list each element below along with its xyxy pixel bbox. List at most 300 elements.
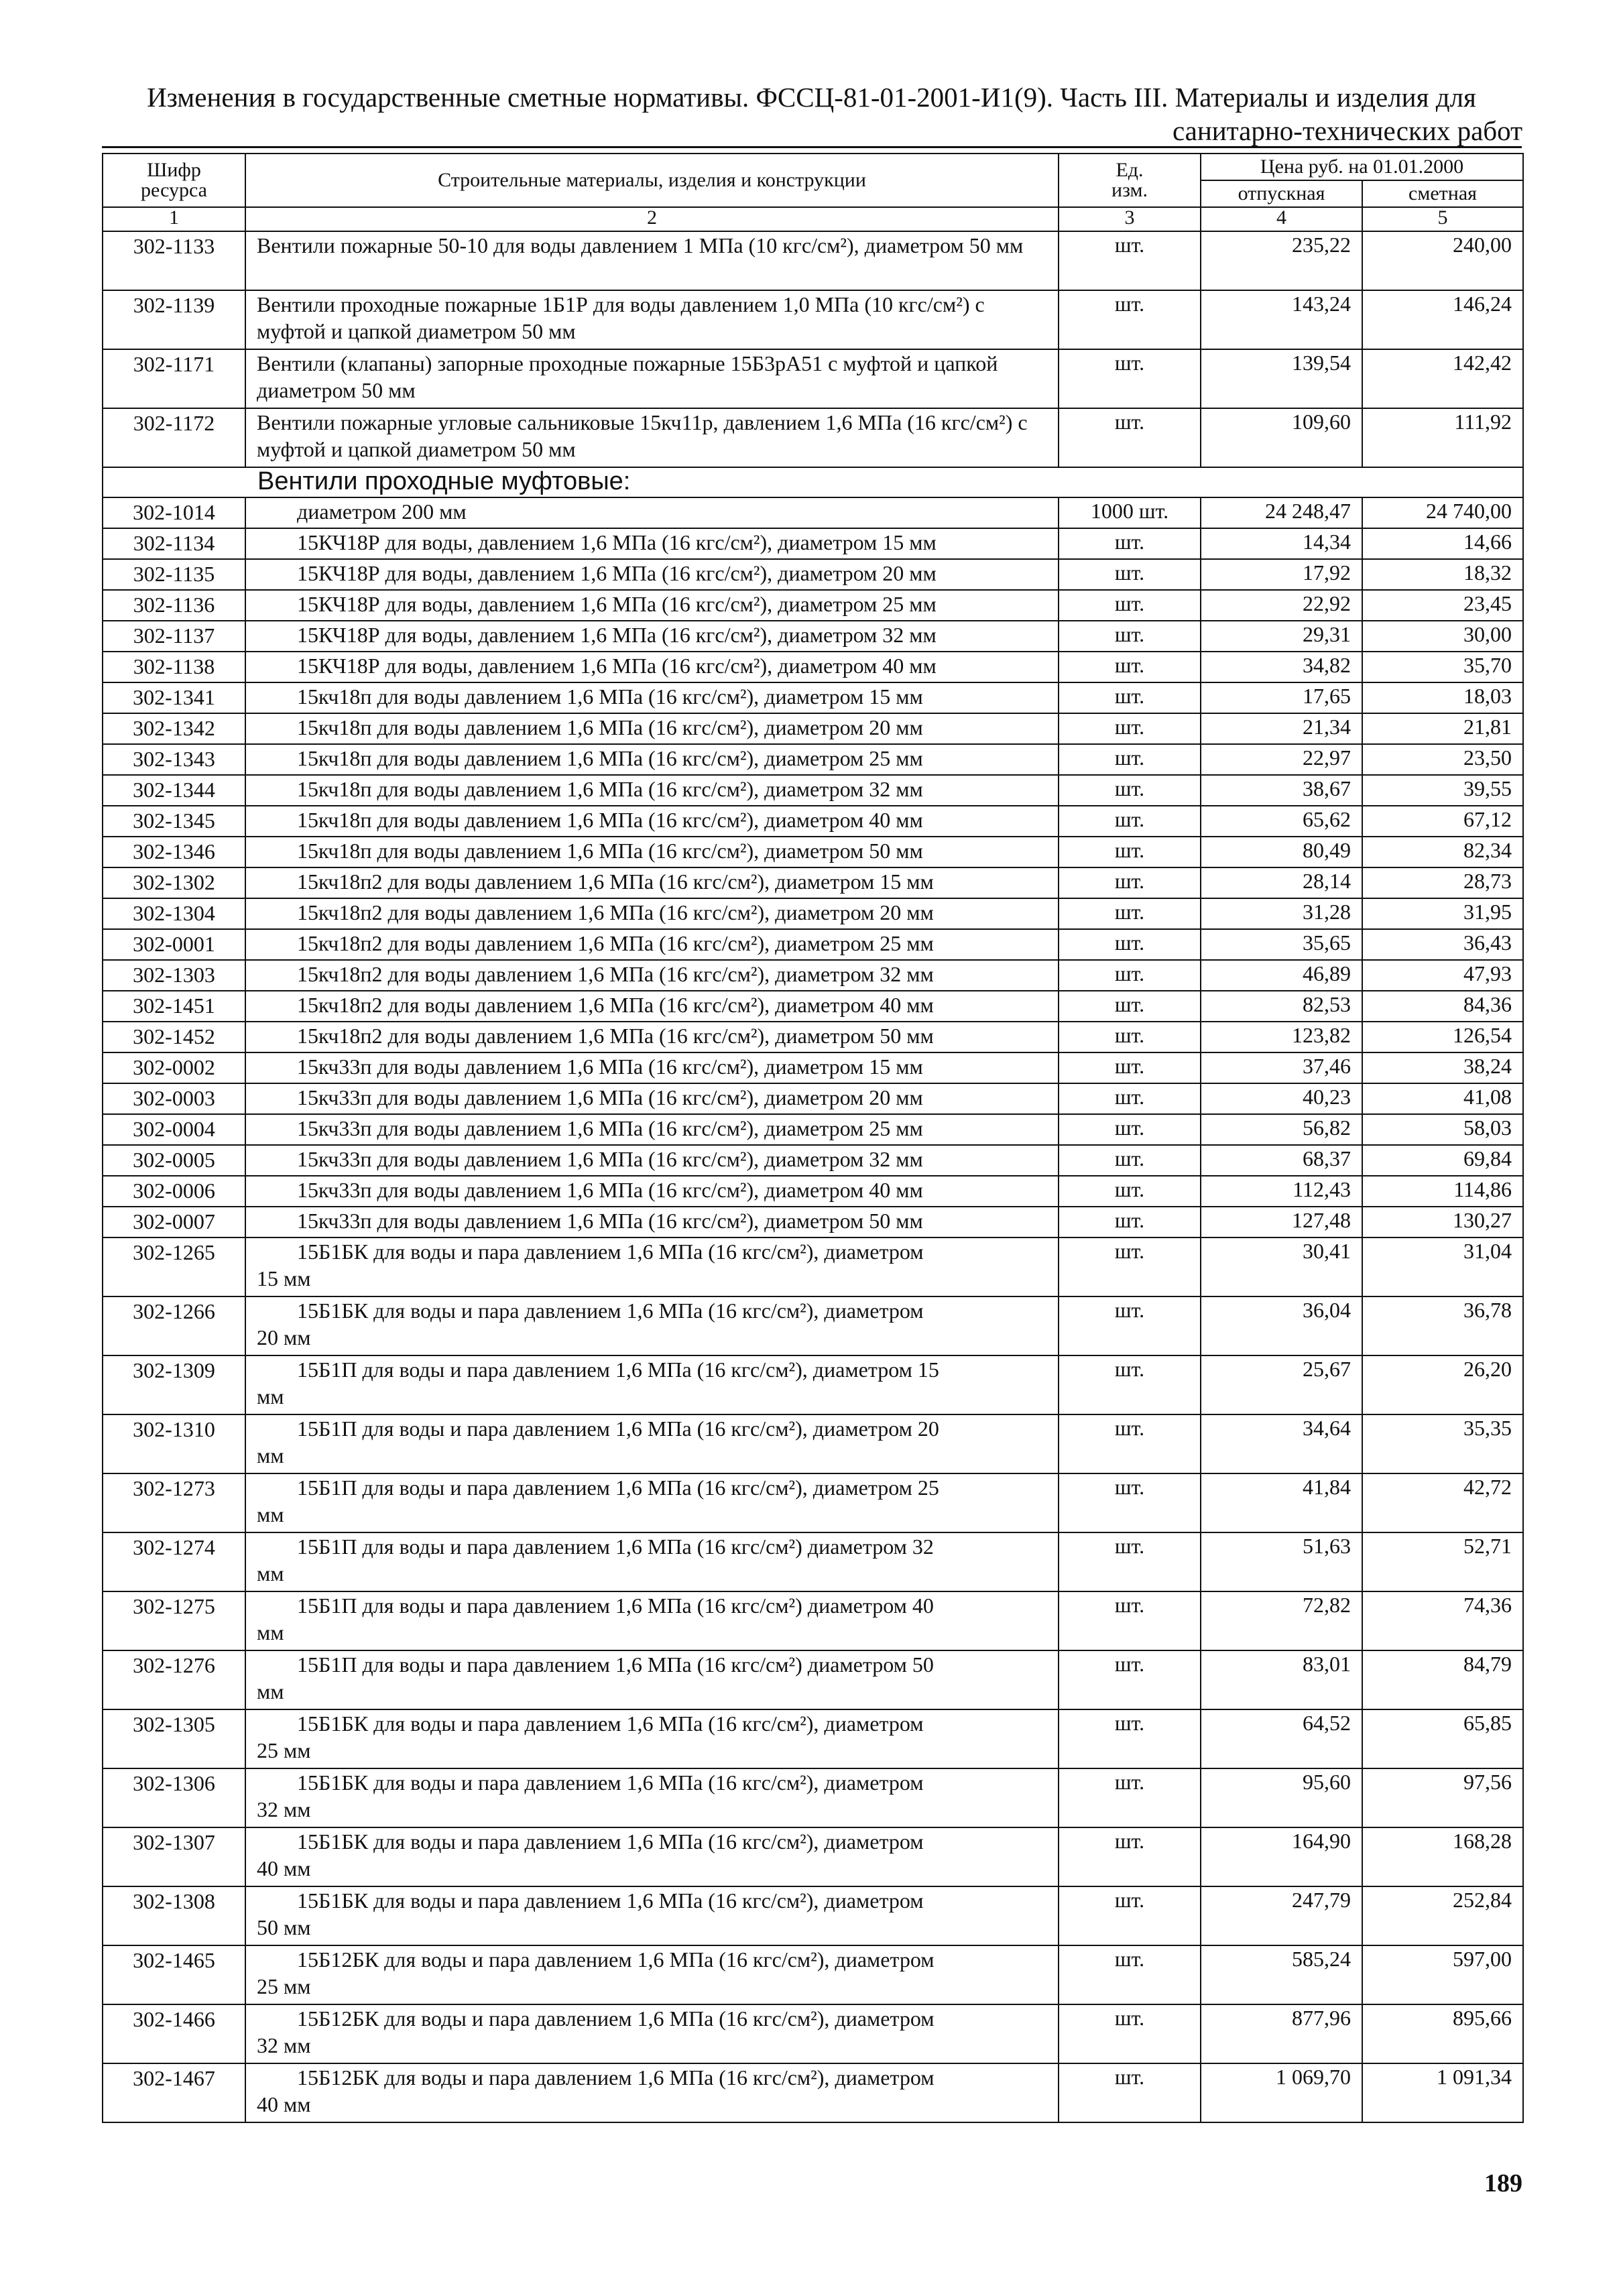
row-release-price: 1 069,70	[1201, 2063, 1362, 2122]
row-name	[245, 621, 1059, 652]
row-unit: шт.	[1059, 1083, 1201, 1114]
row-estimate-price: 252,84	[1362, 1886, 1523, 1945]
table-row	[103, 231, 1523, 290]
document-header-line1: Изменения в государственные сметные нормативы. ФССЦ-81-01-2001-И1(9). Часть III. Материалы и изделия для	[147, 82, 1476, 113]
row-code: 302-0005	[103, 1145, 245, 1176]
table-row	[103, 991, 1523, 1022]
row-estimate-price: 36,78	[1362, 1296, 1523, 1355]
row-code: 302-1466	[103, 2004, 245, 2063]
table-row	[103, 2004, 1523, 2063]
row-code: 302-1342	[103, 713, 245, 744]
row-code: 302-1341	[103, 682, 245, 713]
row-estimate-price: 114,86	[1362, 1176, 1523, 1207]
row-name	[245, 713, 1059, 744]
row-estimate-price: 895,66	[1362, 2004, 1523, 2063]
col-number-2: 2	[245, 207, 1059, 231]
row-name	[245, 1355, 1059, 1414]
table-row	[103, 408, 1523, 467]
table-row	[103, 898, 1523, 929]
table-row	[103, 929, 1523, 960]
row-estimate-price: 24 740,00	[1362, 497, 1523, 528]
row-unit: шт.	[1059, 2004, 1201, 2063]
row-code: 302-1310	[103, 1414, 245, 1473]
row-estimate-price: 111,92	[1362, 408, 1523, 467]
table-row	[103, 349, 1523, 408]
row-name-text: 15Б1БК для воды и пара давлением 1,6 МПа (16 кгс/см²), диаметром	[297, 1770, 924, 1795]
table-row	[103, 775, 1523, 806]
price-table	[102, 153, 1524, 2123]
table-row	[103, 1114, 1523, 1145]
row-code: 302-1343	[103, 744, 245, 775]
row-name-text: диаметром 200 мм	[297, 499, 467, 524]
row-name-text: 15Б1П для воды и пара давлением 1,6 МПа (16 кгс/см²) диаметром 40	[297, 1593, 934, 1618]
table-row	[103, 713, 1523, 744]
table-row	[103, 1591, 1523, 1650]
row-unit: шт.	[1059, 960, 1201, 991]
row-unit: шт.	[1059, 806, 1201, 837]
row-name	[245, 1114, 1059, 1145]
document-header-line2: санитарно-технических работ	[1172, 115, 1522, 146]
row-release-price: 25,67	[1201, 1355, 1362, 1414]
row-code: 302-1135	[103, 559, 245, 590]
row-name	[245, 1414, 1059, 1473]
row-release-price: 30,41	[1201, 1237, 1362, 1296]
row-code: 302-0002	[103, 1052, 245, 1083]
table-row	[103, 1827, 1523, 1886]
row-code: 302-1273	[103, 1473, 245, 1532]
row-unit: шт.	[1059, 1650, 1201, 1709]
table-row	[103, 960, 1523, 991]
row-name	[245, 652, 1059, 682]
section-title: Вентили проходные муфтовые:	[103, 467, 1523, 497]
row-unit: шт.	[1059, 1296, 1201, 1355]
table-row	[103, 837, 1523, 867]
row-name-continuation: 40 мм	[257, 2092, 311, 2116]
table-row	[103, 528, 1523, 559]
row-estimate-price: 31,95	[1362, 898, 1523, 929]
row-estimate-price: 39,55	[1362, 775, 1523, 806]
row-estimate-price: 36,43	[1362, 929, 1523, 960]
row-estimate-price: 58,03	[1362, 1114, 1523, 1145]
col-header-code-line1: Шифр	[147, 159, 201, 181]
row-name-text: 15кч33п для воды давлением 1,6 МПа (16 кгс/см²), диаметром 25 мм	[297, 1116, 923, 1140]
row-code: 302-0004	[103, 1114, 245, 1145]
row-name	[245, 1709, 1059, 1768]
row-estimate-price: 67,12	[1362, 806, 1523, 837]
row-code: 302-1133	[103, 231, 245, 290]
row-name-text: 15кч18п для воды давлением 1,6 МПа (16 кгс/см²), диаметром 40 мм	[297, 808, 923, 832]
row-estimate-price: 31,04	[1362, 1237, 1523, 1296]
table-row	[103, 1709, 1523, 1768]
row-name-continuation: 15 мм	[257, 1266, 311, 1290]
row-code: 302-1451	[103, 991, 245, 1022]
table-row	[103, 1176, 1523, 1207]
row-unit: шт.	[1059, 1886, 1201, 1945]
row-name-text: 15кч18п2 для воды давлением 1,6 МПа (16 кгс/см²), диаметром 20 мм	[297, 900, 934, 924]
row-estimate-price: 14,66	[1362, 528, 1523, 559]
row-name	[245, 1296, 1059, 1355]
row-estimate-price: 21,81	[1362, 713, 1523, 744]
row-estimate-price: 1 091,34	[1362, 2063, 1523, 2122]
row-estimate-price: 28,73	[1362, 867, 1523, 898]
row-name-text: 15КЧ18Р для воды, давлением 1,6 МПа (16 кгс/см²), диаметром 32 мм	[297, 623, 937, 647]
col-header-unit-line2: изм.	[1111, 179, 1148, 201]
row-name	[245, 744, 1059, 775]
row-name	[245, 991, 1059, 1022]
row-name-text: 15Б1БК для воды и пара давлением 1,6 МПа (16 кгс/см²), диаметром	[297, 1888, 924, 1913]
row-unit: шт.	[1059, 929, 1201, 960]
row-name-text: 15Б12БК для воды и пара давлением 1,6 МПа (16 кгс/см²), диаметром	[297, 2006, 935, 2031]
row-estimate-price: 240,00	[1362, 231, 1523, 290]
row-estimate-price: 74,36	[1362, 1591, 1523, 1650]
row-release-price: 22,92	[1201, 590, 1362, 621]
row-release-price: 877,96	[1201, 2004, 1362, 2063]
row-release-price: 24 248,47	[1201, 497, 1362, 528]
col-header-estimate-price: сметная	[1362, 180, 1523, 207]
row-release-price: 46,89	[1201, 960, 1362, 991]
table-row	[103, 1296, 1523, 1355]
row-name	[245, 349, 1059, 408]
row-code: 302-1305	[103, 1709, 245, 1768]
col-header-unit-line1: Ед.	[1116, 159, 1144, 181]
row-name	[245, 231, 1059, 290]
row-name-continuation: мм	[257, 1620, 284, 1644]
row-name-text: 15кч18п для воды давлением 1,6 МПа (16 кгс/см²), диаметром 15 мм	[297, 684, 923, 709]
row-estimate-price: 42,72	[1362, 1473, 1523, 1532]
row-name-text: 15кч18п2 для воды давлением 1,6 МПа (16 кгс/см²), диаметром 25 мм	[297, 931, 934, 955]
table-row	[103, 806, 1523, 837]
col-header-release-price: отпускная	[1201, 180, 1362, 207]
row-code: 302-1452	[103, 1022, 245, 1052]
col-header-code	[103, 154, 245, 207]
row-release-price: 17,92	[1201, 559, 1362, 590]
row-release-price: 38,67	[1201, 775, 1362, 806]
row-estimate-price: 30,00	[1362, 621, 1523, 652]
row-release-price: 143,24	[1201, 290, 1362, 349]
row-name	[245, 929, 1059, 960]
row-estimate-price: 69,84	[1362, 1145, 1523, 1176]
row-estimate-price: 47,93	[1362, 960, 1523, 991]
row-unit: шт.	[1059, 1414, 1201, 1473]
row-name-text: Вентили пожарные угловые сальниковые 15кч11р, давлением 1,6 МПа (16 кгс/см²) с муфтой и цапкой диаметром 50 мм	[257, 410, 1028, 461]
row-estimate-price: 18,03	[1362, 682, 1523, 713]
row-code: 302-1137	[103, 621, 245, 652]
row-release-price: 28,14	[1201, 867, 1362, 898]
row-name-text: 15КЧ18Р для воды, давлением 1,6 МПа (16 кгс/см²), диаметром 20 мм	[297, 561, 937, 585]
row-unit: шт.	[1059, 290, 1201, 349]
row-name	[245, 1591, 1059, 1650]
row-name	[245, 528, 1059, 559]
row-name	[245, 1945, 1059, 2004]
row-release-price: 82,53	[1201, 991, 1362, 1022]
row-unit: шт.	[1059, 1052, 1201, 1083]
row-code: 302-1014	[103, 497, 245, 528]
row-estimate-price: 26,20	[1362, 1355, 1523, 1414]
col-header-price: Цена руб. на 01.01.2000	[1201, 154, 1523, 180]
page-number: 189	[1484, 2169, 1522, 2197]
row-name-text: 15кч18п2 для воды давлением 1,6 МПа (16 кгс/см²), диаметром 40 мм	[297, 993, 934, 1017]
row-name	[245, 1207, 1059, 1237]
row-estimate-price: 84,79	[1362, 1650, 1523, 1709]
row-unit: шт.	[1059, 775, 1201, 806]
row-code: 302-1265	[103, 1237, 245, 1296]
row-name-continuation: мм	[257, 1443, 284, 1467]
row-code: 302-1138	[103, 652, 245, 682]
row-name-continuation: мм	[257, 1679, 284, 1703]
row-release-price: 164,90	[1201, 1827, 1362, 1886]
table-row	[103, 1237, 1523, 1296]
table-row	[103, 1052, 1523, 1083]
row-release-price: 83,01	[1201, 1650, 1362, 1709]
row-code: 302-0001	[103, 929, 245, 960]
row-name-continuation: 32 мм	[257, 1797, 311, 1821]
row-code: 302-1307	[103, 1827, 245, 1886]
row-name	[245, 2004, 1059, 2063]
table-row	[103, 652, 1523, 682]
row-code: 302-1274	[103, 1532, 245, 1591]
table-row	[103, 590, 1523, 621]
row-name-text: 15кч18п2 для воды давлением 1,6 МПа (16 кгс/см²), диаметром 32 мм	[297, 962, 934, 986]
row-estimate-price: 597,00	[1362, 1945, 1523, 2004]
row-unit: шт.	[1059, 898, 1201, 929]
row-code: 302-1308	[103, 1886, 245, 1945]
row-release-price: 40,23	[1201, 1083, 1362, 1114]
row-release-price: 235,22	[1201, 231, 1362, 290]
row-unit: шт.	[1059, 682, 1201, 713]
row-name	[245, 290, 1059, 349]
row-name-text: 15кч33п для воды давлением 1,6 МПа (16 кгс/см²), диаметром 40 мм	[297, 1178, 923, 1202]
row-unit: шт.	[1059, 408, 1201, 467]
row-name	[245, 1237, 1059, 1296]
row-name-text: 15кч18п2 для воды давлением 1,6 МПа (16 кгс/см²), диаметром 50 мм	[297, 1024, 934, 1048]
row-release-price: 37,46	[1201, 1052, 1362, 1083]
row-name	[245, 837, 1059, 867]
row-unit: шт.	[1059, 1022, 1201, 1052]
row-release-price: 585,24	[1201, 1945, 1362, 2004]
row-name-text: 15кч18п для воды давлением 1,6 МПа (16 кгс/см²), диаметром 50 мм	[297, 839, 923, 863]
row-unit: шт.	[1059, 349, 1201, 408]
row-name	[245, 497, 1059, 528]
section-row	[103, 467, 1523, 497]
table-row	[103, 2063, 1523, 2122]
row-code: 302-1467	[103, 2063, 245, 2122]
col-number-1: 1	[103, 207, 245, 231]
col-header-name: Строительные материалы, изделия и конструкции	[245, 154, 1059, 207]
row-estimate-price: 97,56	[1362, 1768, 1523, 1827]
row-estimate-price: 35,35	[1362, 1414, 1523, 1473]
col-header-unit	[1059, 154, 1201, 207]
row-release-price: 123,82	[1201, 1022, 1362, 1052]
row-name-text: 15Б1БК для воды и пара давлением 1,6 МПа (16 кгс/см²), диаметром	[297, 1298, 924, 1323]
row-name-text: 15КЧ18Р для воды, давлением 1,6 МПа (16 кгс/см²), диаметром 15 мм	[297, 530, 937, 554]
row-name	[245, 1176, 1059, 1207]
row-release-price: 36,04	[1201, 1296, 1362, 1355]
header-rule	[102, 146, 1522, 148]
row-unit: шт.	[1059, 867, 1201, 898]
row-release-price: 14,34	[1201, 528, 1362, 559]
row-unit: шт.	[1059, 621, 1201, 652]
row-name	[245, 806, 1059, 837]
row-estimate-price: 146,24	[1362, 290, 1523, 349]
table-row	[103, 1414, 1523, 1473]
row-estimate-price: 41,08	[1362, 1083, 1523, 1114]
table-row	[103, 1886, 1523, 1945]
row-name	[245, 1532, 1059, 1591]
row-name	[245, 1052, 1059, 1083]
col-number-5: 5	[1362, 207, 1523, 231]
row-release-price: 68,37	[1201, 1145, 1362, 1176]
row-unit: шт.	[1059, 1207, 1201, 1237]
table-row	[103, 559, 1523, 590]
row-release-price: 64,52	[1201, 1709, 1362, 1768]
row-code: 302-1465	[103, 1945, 245, 2004]
row-unit: шт.	[1059, 713, 1201, 744]
row-estimate-price: 168,28	[1362, 1827, 1523, 1886]
row-name	[245, 682, 1059, 713]
row-code: 302-0007	[103, 1207, 245, 1237]
row-estimate-price: 65,85	[1362, 1709, 1523, 1768]
row-release-price: 65,62	[1201, 806, 1362, 837]
row-name	[245, 775, 1059, 806]
row-name-text: 15кч18п2 для воды давлением 1,6 МПа (16 кгс/см²), диаметром 15 мм	[297, 869, 934, 894]
row-estimate-price: 130,27	[1362, 1207, 1523, 1237]
table-row	[103, 1650, 1523, 1709]
row-name-text: 15Б12БК для воды и пара давлением 1,6 МПа (16 кгс/см²), диаметром	[297, 1947, 935, 1972]
row-code: 302-1275	[103, 1591, 245, 1650]
row-release-price: 72,82	[1201, 1591, 1362, 1650]
row-code: 302-1302	[103, 867, 245, 898]
row-name-text: Вентили проходные пожарные 1Б1Р для воды давлением 1,0 МПа (10 кгс/см²) с муфтой и цапкой диаметром 50 мм	[257, 292, 985, 343]
row-name-continuation: 25 мм	[257, 1974, 311, 1998]
row-code: 302-1276	[103, 1650, 245, 1709]
row-name-text: 15кч18п для воды давлением 1,6 МПа (16 кгс/см²), диаметром 20 мм	[297, 715, 923, 739]
row-unit: шт.	[1059, 1176, 1201, 1207]
table-row	[103, 290, 1523, 349]
row-name-text: 15КЧ18Р для воды, давлением 1,6 МПа (16 кгс/см²), диаметром 25 мм	[297, 592, 937, 616]
row-release-price: 41,84	[1201, 1473, 1362, 1532]
row-name	[245, 960, 1059, 991]
row-release-price: 17,65	[1201, 682, 1362, 713]
row-unit: шт.	[1059, 1145, 1201, 1176]
row-unit: шт.	[1059, 1237, 1201, 1296]
row-code: 302-1345	[103, 806, 245, 837]
row-name-text: 15Б1БК для воды и пара давлением 1,6 МПа (16 кгс/см²), диаметром	[297, 1240, 924, 1264]
row-estimate-price: 18,32	[1362, 559, 1523, 590]
row-code: 302-0003	[103, 1083, 245, 1114]
table-row	[103, 682, 1523, 713]
row-estimate-price: 38,24	[1362, 1052, 1523, 1083]
table-row	[103, 497, 1523, 528]
table-row	[103, 1945, 1523, 2004]
row-code: 302-1346	[103, 837, 245, 867]
row-name-text: 15Б1БК для воды и пара давлением 1,6 МПа (16 кгс/см²), диаметром	[297, 1829, 924, 1854]
row-name-text: 15Б1П для воды и пара давлением 1,6 МПа (16 кгс/см²), диаметром 20	[297, 1416, 939, 1441]
row-code: 302-0006	[103, 1176, 245, 1207]
row-release-price: 109,60	[1201, 408, 1362, 467]
row-name-continuation: 40 мм	[257, 1856, 311, 1880]
row-code: 302-1344	[103, 775, 245, 806]
row-name-continuation: мм	[257, 1384, 284, 1408]
row-release-price: 95,60	[1201, 1768, 1362, 1827]
table-row	[103, 1022, 1523, 1052]
row-name-text: 15кч33п для воды давлением 1,6 МПа (16 кгс/см²), диаметром 20 мм	[297, 1085, 923, 1109]
row-unit: шт.	[1059, 231, 1201, 290]
row-name	[245, 408, 1059, 467]
col-header-code-line2: ресурса	[141, 179, 207, 201]
row-release-price: 35,65	[1201, 929, 1362, 960]
row-name-text: Вентили (клапаны) запорные проходные пожарные 15Б3рА51 с муфтой и цапкой диаметром 50 мм	[257, 351, 998, 402]
row-unit: шт.	[1059, 1355, 1201, 1414]
row-name-text: 15Б1П для воды и пара давлением 1,6 МПа (16 кгс/см²), диаметром 25	[297, 1475, 939, 1500]
row-release-price: 56,82	[1201, 1114, 1362, 1145]
row-name	[245, 867, 1059, 898]
row-estimate-price: 52,71	[1362, 1532, 1523, 1591]
row-code: 302-1303	[103, 960, 245, 991]
row-estimate-price: 142,42	[1362, 349, 1523, 408]
row-name-text: 15кч18п для воды давлением 1,6 МПа (16 кгс/см²), диаметром 32 мм	[297, 777, 923, 801]
row-code: 302-1304	[103, 898, 245, 929]
row-estimate-price: 82,34	[1362, 837, 1523, 867]
row-name-continuation: мм	[257, 1502, 284, 1526]
row-name	[245, 1650, 1059, 1709]
row-code: 302-1136	[103, 590, 245, 621]
row-unit: шт.	[1059, 1709, 1201, 1768]
row-name-continuation: 20 мм	[257, 1325, 311, 1349]
row-unit: шт.	[1059, 528, 1201, 559]
row-release-price: 29,31	[1201, 621, 1362, 652]
row-name-continuation: 50 мм	[257, 1915, 311, 1939]
row-name-text: 15Б1П для воды и пара давлением 1,6 МПа (16 кгс/см²) диаметром 32	[297, 1534, 934, 1559]
row-estimate-price: 23,45	[1362, 590, 1523, 621]
row-unit: шт.	[1059, 1473, 1201, 1532]
row-release-price: 80,49	[1201, 837, 1362, 867]
row-name-continuation: 32 мм	[257, 2033, 311, 2057]
row-release-price: 127,48	[1201, 1207, 1362, 1237]
row-name-text: 15Б1П для воды и пара давлением 1,6 МПа (16 кгс/см²) диаметром 50	[297, 1652, 934, 1677]
table-row	[103, 744, 1523, 775]
row-release-price: 112,43	[1201, 1176, 1362, 1207]
row-code: 302-1306	[103, 1768, 245, 1827]
row-name	[245, 2063, 1059, 2122]
row-unit: шт.	[1059, 837, 1201, 867]
table-row	[103, 867, 1523, 898]
row-name	[245, 1473, 1059, 1532]
row-unit: шт.	[1059, 1114, 1201, 1145]
row-release-price: 51,63	[1201, 1532, 1362, 1591]
table-row	[103, 1768, 1523, 1827]
row-name	[245, 590, 1059, 621]
table-row	[103, 1145, 1523, 1176]
row-code: 302-1139	[103, 290, 245, 349]
row-unit: шт.	[1059, 652, 1201, 682]
row-release-price: 34,64	[1201, 1414, 1362, 1473]
row-unit: шт.	[1059, 991, 1201, 1022]
row-unit: шт.	[1059, 1768, 1201, 1827]
col-number-4: 4	[1201, 207, 1362, 231]
row-release-price: 139,54	[1201, 349, 1362, 408]
row-name-text: Вентили пожарные 50-10 для воды давлением 1 МПа (10 кгс/см²), диаметром 50 мм	[257, 233, 1024, 257]
table-row	[103, 1355, 1523, 1414]
table-row	[103, 1473, 1523, 1532]
row-estimate-price: 23,50	[1362, 744, 1523, 775]
row-release-price: 247,79	[1201, 1886, 1362, 1945]
row-name-continuation: 25 мм	[257, 1738, 311, 1762]
row-code: 302-1172	[103, 408, 245, 467]
row-release-price: 34,82	[1201, 652, 1362, 682]
row-name-text: 15кч33п для воды давлением 1,6 МПа (16 кгс/см²), диаметром 50 мм	[297, 1209, 923, 1233]
row-name	[245, 559, 1059, 590]
row-name	[245, 1827, 1059, 1886]
